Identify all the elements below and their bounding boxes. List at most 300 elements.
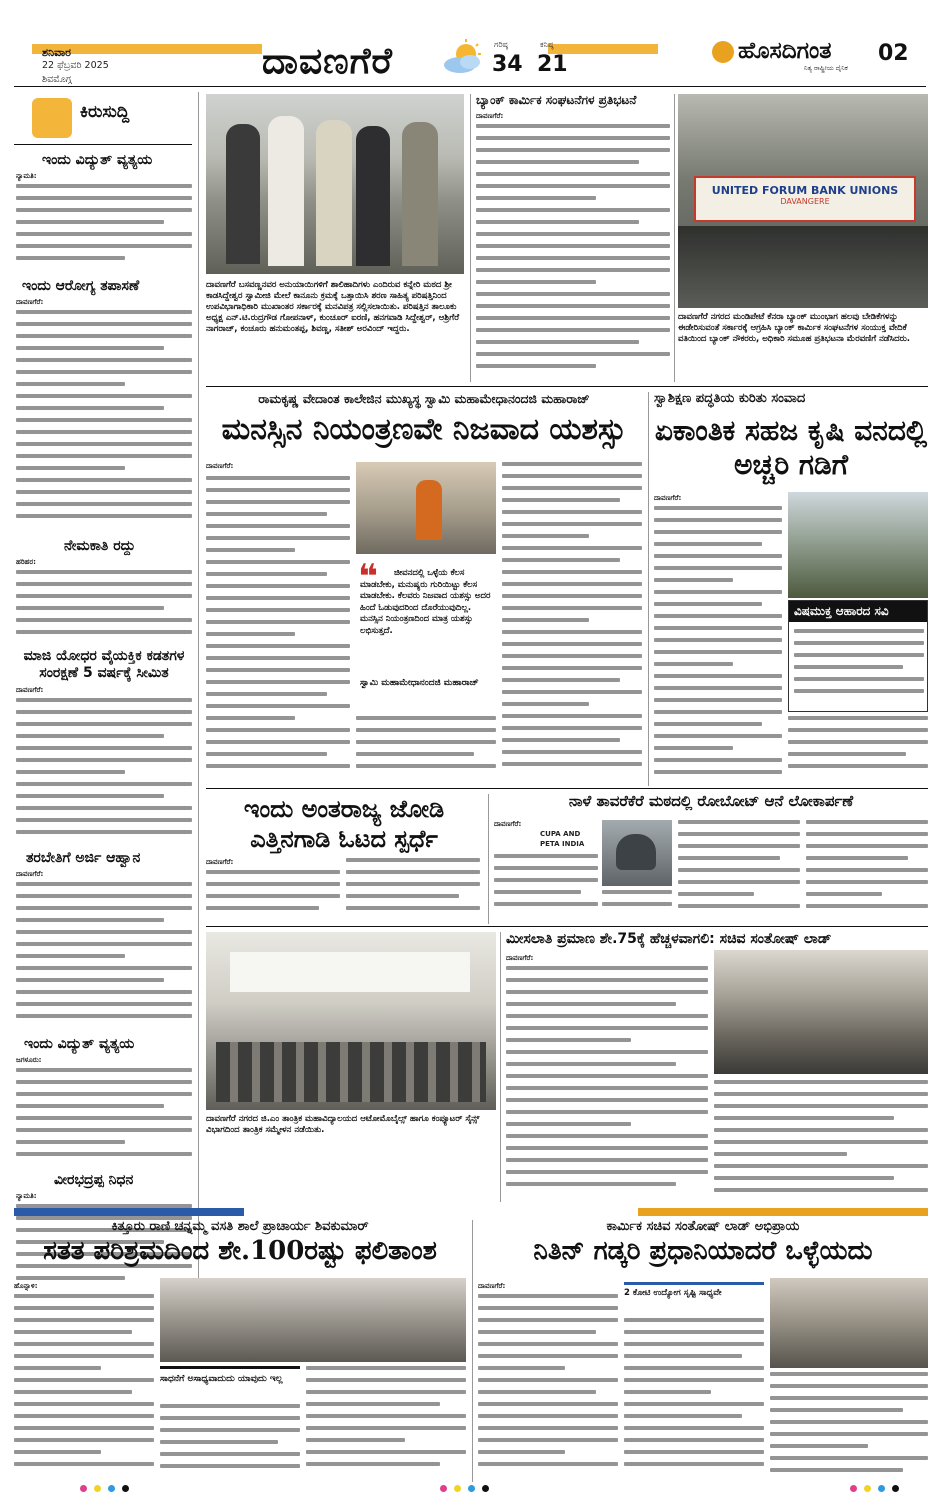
text-line (502, 498, 620, 502)
text-line (770, 1384, 928, 1388)
text-line (16, 184, 192, 188)
text-line (506, 1026, 708, 1030)
text-line (806, 820, 928, 824)
color-bar-blue (14, 1208, 244, 1216)
text-line (654, 530, 782, 534)
text-line (654, 602, 762, 606)
school-place: ಹೊನ್ನಾಳಿ: (14, 1282, 38, 1290)
text-line (624, 1414, 742, 1418)
masthead (0, 0, 945, 84)
text-line (502, 582, 642, 586)
masthead-city: ಶಿವಮೊಗ್ಗ (42, 74, 72, 85)
text-line (624, 1438, 764, 1442)
reservation-body-col1 (506, 966, 708, 1200)
text-line (16, 322, 192, 326)
text-line (502, 738, 620, 742)
school-body-col3 (306, 1366, 466, 1480)
text-line (502, 510, 642, 514)
text-line (306, 1438, 405, 1442)
mid-divider (648, 392, 649, 786)
reservation-body-col2 (714, 1080, 928, 1200)
text-line (16, 722, 192, 726)
text-line (16, 710, 192, 714)
text-line (16, 502, 192, 506)
text-line (16, 382, 125, 386)
text-line (678, 880, 800, 884)
gadkari-body-col2 (624, 1318, 764, 1480)
text-line (506, 978, 708, 982)
text-line (14, 1438, 154, 1442)
text-line (206, 596, 350, 600)
text-line (478, 1414, 618, 1418)
text-line (206, 716, 295, 720)
farming-box-title: ವಿಷಮುಕ್ತ ಆಹಾರದ ಸವಿ (789, 601, 927, 622)
text-line (770, 1432, 928, 1436)
school-kicker: ಕಿತ್ತೂರು ರಾಣಿ ಚನ್ನಮ್ಮ ವಸತಿ ಶಾಲೆ ಪ್ರಾಚಾರ್ಯ ಶಿವಕುಮಾರ್ (111, 1219, 369, 1234)
section-header (14, 92, 192, 144)
text-line (806, 832, 928, 836)
text-line (16, 232, 192, 236)
text-line (806, 856, 908, 860)
text-line (306, 1402, 440, 1406)
text-line (206, 500, 350, 504)
max-temp: 34 (492, 52, 523, 77)
reservation-photo (714, 950, 928, 1074)
text-line (16, 806, 192, 810)
text-line (16, 346, 164, 350)
text-line (16, 606, 164, 610)
text-line (16, 794, 164, 798)
swamiji-quote-box (356, 557, 496, 712)
text-line (16, 582, 192, 586)
text-line (306, 1462, 440, 1466)
text-line (506, 1074, 708, 1078)
text-line (788, 728, 928, 732)
text-line (16, 1104, 164, 1108)
text-line (306, 1450, 466, 1454)
text-line (16, 418, 192, 422)
school-tag (160, 1366, 300, 1400)
robot-headline: ನಾಳೆ ತಾವರೆಕೆರೆ ಮಠದಲ್ಲಿ ರೋಬೋಟ್ ಆನೆ ಲೋಕಾರ್ಪಣೆ (568, 792, 854, 810)
text-line (16, 734, 164, 738)
text-line (502, 570, 642, 574)
text-line (624, 1330, 764, 1334)
brief-body-3 (16, 570, 192, 644)
text-line (14, 1462, 154, 1466)
text-line (478, 1378, 618, 1382)
text-line (160, 1404, 300, 1408)
text-line (14, 1390, 132, 1394)
text-line (16, 966, 192, 970)
text-line (346, 858, 480, 862)
swamiji-headline: ಮನಸ್ಸಿನ ನಿಯಂತ್ರಣವೇ ನಿಜವಾದ ಯಶಸ್ಸು (221, 412, 627, 447)
text-line (678, 856, 780, 860)
college-photo (206, 932, 496, 1110)
text-line (654, 566, 782, 570)
text-line (770, 1468, 903, 1472)
bank-place: ದಾವಣಗೆರೆ: (476, 112, 504, 120)
text-line (16, 442, 192, 446)
text-line (714, 1128, 928, 1132)
text-line (678, 868, 800, 872)
bank-headline: ಬ್ಯಾಂಕ್ ಕಾರ್ಮಿಕ ಸಂಘಟನೆಗಳ ಪ್ರತಿಭಟನೆ (476, 93, 637, 107)
robot-place: ದಾವಣಗೆರೆ: (494, 820, 522, 828)
text-line (502, 462, 642, 466)
text-line (16, 334, 192, 338)
text-line (478, 1342, 618, 1346)
text-line (16, 1014, 192, 1018)
gadkari-kicker: ಕಾರ್ಮಿಕ ಸಚಿವ ಸಂತೋಷ್ ಲಾಡ್ ಅಭಿಪ್ರಾಯ (606, 1219, 800, 1234)
text-line (206, 894, 340, 898)
top-photo (206, 94, 464, 274)
text-line (624, 1390, 711, 1394)
text-line (476, 256, 670, 260)
text-line (506, 1146, 708, 1150)
text-line (494, 854, 598, 858)
text-line (714, 1116, 894, 1120)
text-line (770, 1408, 903, 1412)
text-line (476, 244, 670, 248)
text-line (654, 554, 782, 558)
text-line (16, 1092, 192, 1096)
bank-banner (694, 176, 916, 222)
min-temp: 21 (537, 52, 568, 77)
text-line (806, 880, 928, 884)
text-line (602, 890, 672, 894)
text-line (478, 1450, 565, 1454)
sports-headline: ಇಂದು ಅಂತರಾಜ್ಯ ಜೋಡಿ ಎತ್ತಿನಗಾಡಿ ಓಟದ ಸ್ಪರ್ಧೆ (243, 794, 445, 853)
text-line (506, 1182, 676, 1186)
text-line (16, 394, 192, 398)
brief-body-1 (16, 184, 192, 270)
text-line (16, 818, 192, 822)
text-line (16, 478, 192, 482)
text-line (794, 677, 924, 681)
brief-headline-2: ಇಂದು ಆರೋಗ್ಯ ತಪಾಸಣೆ (22, 278, 140, 294)
robot-body-col3 (678, 820, 800, 922)
text-line (476, 340, 639, 344)
text-line (206, 512, 327, 516)
text-line (654, 722, 762, 726)
text-line (14, 1330, 132, 1334)
text-line (478, 1318, 618, 1322)
brief-place-3: ಹರಿಹರ: (16, 558, 36, 566)
swamiji-kicker: ರಾಮಕೃಷ್ಣ ವೇದಾಂತ ಕಾಲೇಜಿನ ಮುಖ್ಯಸ್ಥ ಸ್ವಾಮಿ ಮಹಾಮೇಧಾನಂದಜಿ ಮಹಾರಾಜ್ (258, 391, 590, 406)
text-line (502, 594, 642, 598)
text-line (678, 844, 800, 848)
text-line (624, 1354, 742, 1358)
color-bar-orange (638, 1208, 928, 1216)
text-line (476, 208, 670, 212)
gadkari-body-col1 (478, 1294, 618, 1480)
text-line (476, 328, 670, 332)
sports-body-col1 (206, 870, 340, 922)
sports-place: ದಾವಣಗೆರೆ: (206, 858, 234, 866)
brief-headline-3: ನೇಮಕಾತಿ ರದ್ದು (64, 538, 136, 554)
text-line (788, 740, 928, 744)
text-line (16, 906, 192, 910)
paper-logo-block (700, 38, 920, 72)
text-line (14, 1426, 154, 1430)
text-line (624, 1366, 764, 1370)
text-line (506, 1158, 708, 1162)
text-line (16, 746, 192, 750)
text-line (624, 1450, 764, 1454)
text-line (16, 220, 164, 224)
text-line (14, 1366, 101, 1370)
text-line (476, 232, 670, 236)
text-line (206, 572, 327, 576)
bank-photo-caption: ದಾವಣಗೆರೆ ನಗರದ ಮಂಡಿಪೇಟೆ ಕೆನರಾ ಬ್ಯಾಂಕ್ ಮುಂಭಾಗ ಹಲವು ಬೇಡಿಕೆಗಳನ್ನು ಈಡೇರಿಸುವಂತೆ ಸರ್ಕಾರಕ್ಕೆ ಆಗ್ರಹಿಸಿ ಬ್ಯಾಂಕ್ ಕಾರ್ಮಿಕ ಸಂಘಟನೆಗಳ ಸಂಯುಕ್ತ ವೇದಿಕೆ ವತಿಯಿಂದ ಬ್ಯಾಂಕ್ ನೌಕರರು, ಅಧಿಕಾರಿ ಸಮೂಹ ಪ್ರತಿಭಟನಾ ಮೆರವಣಿಗೆ ನಡೆಸಿದರು. (678, 312, 910, 344)
text-line (16, 196, 192, 200)
text-line (16, 954, 125, 958)
masthead-rule (14, 86, 926, 87)
text-line (16, 594, 192, 598)
farming-place: ದಾವಣಗೆರೆ: (654, 494, 682, 502)
text-line (506, 1002, 676, 1006)
text-line (506, 1086, 708, 1090)
farming-box-body (794, 629, 924, 709)
bank-banner-text: UNITED FORUM BANK UNIONS (711, 184, 899, 197)
text-line (476, 172, 670, 176)
school-tag-text: ಸಾಧನೆಗೆ ಅಸಾಧ್ಯವಾದುದು ಯಾವುದು ಇಲ್ಲ (160, 1374, 283, 1384)
row3-rule (206, 926, 928, 927)
text-line (506, 966, 708, 970)
text-line (16, 918, 164, 922)
text-line (502, 486, 642, 490)
text-line (16, 1128, 192, 1132)
text-line (206, 740, 350, 744)
text-line (654, 698, 782, 702)
text-line (502, 546, 642, 550)
text-line (714, 1188, 928, 1192)
text-line (770, 1444, 868, 1448)
max-temp-label: ಗರಿಷ್ಠ (494, 40, 508, 49)
text-line (654, 686, 782, 690)
brief-place-1: ನ್ಯಾಮತಿ: (16, 172, 37, 180)
text-line (206, 608, 350, 612)
text-line (16, 942, 192, 946)
text-line (476, 304, 670, 308)
text-line (356, 752, 474, 756)
text-line (16, 782, 192, 786)
brief-place-6: ಜಗಳೂರು: (16, 1056, 42, 1064)
text-line (16, 630, 192, 634)
text-line (16, 618, 192, 622)
text-line (16, 1140, 125, 1144)
weather-icon (440, 38, 488, 78)
text-line (714, 1140, 928, 1144)
text-line (506, 1038, 631, 1042)
text-line (160, 1440, 278, 1444)
text-line (502, 606, 642, 610)
text-line (714, 1164, 928, 1168)
brief-headline-4: ಮಾಜಿ ಯೋಧರ ವೈಯಕ್ತಿಕ ಕಡತಗಳ ಸಂರಕ್ಷಣೆ 5 ವರ್ಷಕ್ಕೆ ಸೀಮಿತ (23, 648, 185, 681)
robot-body-col4 (806, 820, 928, 922)
text-line (794, 641, 924, 645)
text-line (654, 590, 782, 594)
registration-marks-right (850, 1485, 899, 1492)
text-line (714, 1176, 894, 1180)
text-line (160, 1464, 300, 1468)
text-line (206, 584, 350, 588)
gadkari-photo (770, 1278, 928, 1368)
text-line (506, 1170, 708, 1174)
text-line (476, 136, 670, 140)
text-line (654, 662, 733, 666)
text-line (14, 1354, 154, 1358)
text-line (770, 1396, 928, 1400)
page-number: 02 (878, 41, 909, 66)
text-line (476, 124, 670, 128)
text-line (346, 906, 480, 910)
text-line (624, 1462, 764, 1466)
text-line (502, 630, 642, 634)
text-line (794, 689, 924, 693)
text-line (478, 1426, 618, 1430)
farming-headline: ಏಕಾಂತಿಕ ಸಹಜ ಕೃಷಿ ವನದಲ್ಲಿ ಅಚ್ಚರಿ ಗಡಿಗೆ (654, 414, 928, 481)
school-photo (160, 1278, 466, 1362)
text-line (502, 714, 642, 718)
text-line (206, 488, 350, 492)
edition-title: ದಾವಣಗೆರೆ (262, 40, 394, 82)
text-line (306, 1366, 466, 1370)
text-line (16, 466, 125, 470)
farming-box (788, 600, 928, 712)
text-line (502, 642, 642, 646)
text-line (494, 890, 581, 894)
swamiji-quote-author: ಸ್ವಾಮಿ ಮಹಾಮೇಧಾನಂದಜಿ ಮಹಾರಾಜ್ (360, 678, 479, 688)
college-caption: ದಾವಣಗೆರೆ ನಗರದ ಜಿ.ಎಂ ತಾಂತ್ರಿಕ ಮಹಾವಿದ್ಯಾಲಯದ ಆಟೋಮೊಬೈಲ್ಸ್ ಹಾಗೂ ಕಂಪ್ಯೂಟರ್ ಸೈನ್ಸ್ ವಿಭಾಗದಿಂದ ತಾಂತ್ರಿಕ ಸಮ್ಮೇಳನ ನಡೆಯಿತು. (206, 1114, 480, 1135)
text-line (654, 746, 733, 750)
text-line (478, 1462, 618, 1466)
text-line (16, 978, 164, 982)
bank-body (476, 124, 670, 380)
text-line (16, 930, 192, 934)
text-line (306, 1414, 466, 1418)
text-line (654, 626, 782, 630)
text-line (16, 454, 192, 458)
robot-org: CUPA AND PETA INDIA (540, 830, 585, 848)
text-line (16, 882, 192, 886)
text-line (206, 656, 350, 660)
text-line (476, 220, 639, 224)
swamiji-place: ದಾವಣಗೆರೆ: (206, 462, 234, 470)
text-line (502, 474, 642, 478)
gadkari-tag-text: 2 ಕೋಟಿ ಉದ್ಯೋಗ ಸೃಷ್ಟಿ ಸಾಧ್ಯವೇ (624, 1288, 722, 1298)
school-body-col2 (160, 1404, 300, 1480)
top-divider-1 (470, 94, 471, 382)
text-line (160, 1452, 300, 1456)
college-divider (500, 932, 501, 1202)
text-line (16, 430, 192, 434)
text-line (794, 665, 903, 669)
text-line (770, 1456, 928, 1460)
text-line (16, 310, 192, 314)
text-line (206, 524, 350, 528)
text-line (654, 506, 782, 510)
brief-place-2: ದಾವಣಗೆರೆ: (16, 298, 44, 306)
text-line (654, 758, 782, 762)
text-line (478, 1402, 618, 1406)
text-line (206, 620, 350, 624)
text-line (346, 870, 480, 874)
text-line (506, 1014, 708, 1018)
masthead-date: 22 ಫೆಬ್ರವರಿ 2025 (42, 60, 109, 71)
text-line (506, 990, 708, 994)
text-line (714, 1080, 928, 1084)
brief-headline-1: ಇಂದು ವಿದ್ಯುತ್ ವ್ಯತ್ಯಯ (42, 152, 153, 168)
sports-body-col2 (346, 858, 480, 922)
text-line (16, 1068, 192, 1072)
text-line (506, 1050, 708, 1054)
text-line (346, 882, 480, 886)
text-line (16, 894, 192, 898)
text-line (16, 990, 192, 994)
text-line (476, 292, 670, 296)
text-line (502, 750, 642, 754)
bank-photo (678, 94, 928, 308)
text-line (16, 406, 164, 410)
text-line (476, 364, 596, 368)
brief-body-4 (16, 698, 192, 844)
brief-place-5: ದಾವಣಗೆರೆ: (16, 870, 44, 878)
text-line (478, 1354, 618, 1358)
text-line (476, 148, 670, 152)
brief-headline-7: ವೀರಭದ್ರಪ್ಪ ನಿಧನ (54, 1172, 134, 1188)
text-line (506, 1122, 631, 1126)
swamiji-body-col2 (356, 716, 496, 784)
text-line (346, 894, 459, 898)
text-line (478, 1366, 565, 1370)
school-headline: ಸತತ ಪರಿಶ್ರಮದಿಂದ ಶೇ.100ರಷ್ಟು ಫಲಿತಾಂಶ (43, 1236, 437, 1266)
text-line (206, 680, 350, 684)
text-line (788, 764, 928, 768)
text-line (16, 1080, 192, 1084)
text-line (794, 629, 924, 633)
brief-place-7: ನ್ಯಾಮತಿ: (16, 1192, 37, 1200)
text-line (160, 1416, 300, 1420)
text-line (356, 716, 496, 720)
text-line (306, 1390, 466, 1394)
text-line (476, 268, 670, 272)
text-line (16, 698, 192, 702)
gadkari-body-col3 (770, 1372, 928, 1480)
text-line (654, 638, 782, 642)
text-line (478, 1330, 596, 1334)
brief-headline-6: ಇಂದು ವಿದ್ಯುತ್ ವ್ಯತ್ಯಯ (24, 1036, 135, 1052)
text-line (476, 196, 596, 200)
swamiji-body-col1 (206, 476, 350, 784)
text-line (16, 1152, 192, 1156)
text-line (478, 1294, 618, 1298)
text-line (206, 560, 350, 564)
text-line (678, 904, 800, 908)
text-line (16, 514, 192, 518)
text-line (16, 358, 192, 362)
text-line (478, 1306, 618, 1310)
text-line (714, 1152, 847, 1156)
farming-body-col1 (654, 506, 782, 784)
registration-marks-mid (440, 1485, 489, 1492)
text-line (206, 632, 295, 636)
text-line (502, 726, 642, 730)
masthead-day: ಶನಿವಾರ (42, 46, 71, 59)
text-line (16, 208, 192, 212)
text-line (506, 1062, 676, 1066)
text-line (206, 668, 350, 672)
swamiji-quote: ಜೀವನದಲ್ಲಿ ಒಳ್ಳೆಯ ಕೆಲಸ ಮಾಡಬೇಕು, ಮನುಷ್ಯರು ಗುರಿಯಿಟ್ಟು ಕೆಲಸ ಮಾಡಬೇಕು. ಕೆಲವರು ನಿಜವಾದ ಯಶಸ್ಸು ಅದರ ಹಿಂದೆ ಓಡುವುದರಿಂದ ದೊರೆಯುವುದಿಲ್ಲ. ಮನಸ್ಸಿನ ನಿಯಂತ್ರಣದಿಂದ ಮಾತ್ರ ಯಶಸ್ಸು ಲಭಿಸುತ್ತದೆ. (360, 568, 491, 636)
